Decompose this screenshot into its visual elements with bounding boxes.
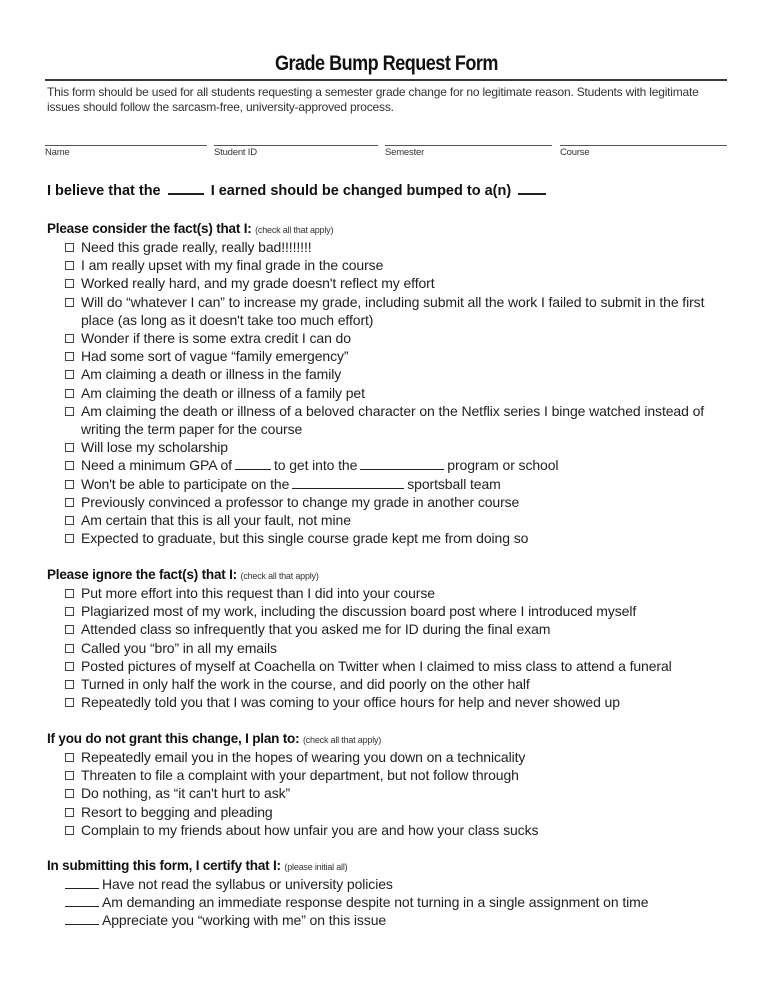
item-text: Do nothing, as “it can't hurt to ask” [81, 785, 291, 802]
plan-section-heading [47, 731, 381, 746]
certify-note: (please initial all) [284, 862, 348, 872]
form-title: Grade Bump Request Form [274, 52, 498, 75]
checkbox-icon[interactable] [65, 808, 74, 817]
checkbox-icon[interactable] [65, 461, 74, 470]
item-text: Am claiming the death or illness of a beloved character on the Netflix series I binge watched instead of writing the term paper for the course [81, 402, 705, 438]
checkbox-icon[interactable] [65, 298, 74, 307]
checkbox-icon[interactable] [65, 698, 74, 707]
item-text: Complain to my friends about how unfair you are and how your class sucks [81, 821, 539, 838]
item-text: Need a minimum GPA of [81, 457, 232, 474]
item-text: Have not read the syllabus or university policies [102, 876, 393, 892]
checkbox-icon[interactable] [65, 279, 74, 288]
name-field[interactable] [45, 145, 207, 162]
form-intro: This form should be used for all students requesting a semester grade change for no legitimate reason. Students with legitimate issues should follow the sarcasm-free, university-approved process. [47, 85, 699, 114]
list-item [63, 347, 723, 365]
item-text: to get into the [273, 457, 358, 474]
list-item [63, 620, 723, 638]
list-item [63, 293, 723, 329]
list-item [63, 384, 723, 402]
list-item [63, 329, 723, 347]
title-divider [45, 79, 727, 81]
checkbox-icon[interactable] [65, 334, 74, 343]
checkbox-icon[interactable] [65, 826, 74, 835]
checkbox-icon[interactable] [65, 625, 74, 634]
ignore-heading-text: Please ignore the fact(s) that I: [47, 567, 237, 582]
checkbox-icon[interactable] [65, 662, 74, 671]
semester-label: Semester [385, 147, 425, 158]
item-text: program or school [447, 457, 559, 474]
list-item [63, 438, 723, 456]
certify-heading-text: In submitting this form, I certify that I: [47, 858, 281, 873]
item-text: Won't be able to participate on the [81, 475, 290, 492]
list-item [63, 365, 723, 383]
semester-field[interactable] [385, 145, 552, 162]
item-text: Plagiarized most of my work, including the discussion board post where I introduced myself [81, 603, 637, 620]
team-blank[interactable] [292, 487, 404, 489]
current-grade-blank[interactable] [168, 192, 204, 195]
item-text: Am certain that this is all your fault, not mine [81, 512, 351, 529]
course-label: Course [560, 147, 590, 158]
item-text: Posted pictures of myself at Coachella on Twitter when I claimed to miss class to attend a funeral [81, 657, 672, 674]
item-text: Am claiming the death or illness of a family pet [81, 384, 365, 401]
student-id-field[interactable] [214, 145, 378, 162]
name-label: Name [45, 147, 70, 158]
list-item [63, 274, 723, 292]
ignore-note: (check all that apply) [240, 571, 319, 581]
item-text: sportsball team [407, 475, 501, 492]
list-item [63, 784, 723, 802]
item-text: Threaten to file a complaint with your department, but not follow through [81, 767, 519, 784]
initial-blank[interactable] [65, 905, 99, 907]
certify-section-heading [47, 858, 347, 873]
item-text: Repeatedly email you in the hopes of wearing you down on a technicality [81, 749, 526, 765]
ignore-list [63, 584, 723, 711]
plan-heading-text: If you do not grant this change, I plan to: [47, 731, 300, 746]
item-text: Wonder if there is some extra credit I can do [81, 330, 351, 347]
requested-grade-blank[interactable] [518, 192, 546, 195]
checkbox-icon[interactable] [65, 498, 74, 507]
list-item [63, 803, 723, 821]
grade-request-statement [47, 183, 549, 199]
checkbox-icon[interactable] [65, 644, 74, 653]
list-item [63, 675, 723, 693]
checkbox-icon[interactable] [65, 389, 74, 398]
item-text: Will do “whatever I can” to increase my grade, including submit all the work I failed to submit in the first place (as long as it doesn't take too much effort) [81, 293, 705, 328]
list-item [63, 693, 723, 711]
item-text: Resort to begging and pleading [81, 803, 273, 820]
list-item [65, 911, 725, 929]
checkbox-icon[interactable] [65, 407, 74, 416]
checkbox-icon[interactable] [65, 370, 74, 379]
item-text: Will lose my scholarship [81, 439, 228, 456]
consider-list [63, 238, 723, 547]
list-item [63, 584, 723, 602]
item-text: Expected to graduate, but this single course grade kept me from doing so [81, 530, 529, 547]
item-text: Had some sort of vague “family emergency” [81, 348, 349, 365]
student-id-label: Student ID [214, 147, 257, 158]
checkbox-icon[interactable] [65, 243, 74, 252]
list-item [63, 657, 723, 675]
checkbox-icon[interactable] [65, 789, 74, 798]
list-item [63, 511, 723, 529]
list-item [63, 493, 723, 511]
initial-blank[interactable] [65, 887, 99, 889]
list-item [63, 529, 723, 547]
list-item [65, 893, 725, 911]
statement-part-2: I earned should be changed bumped to a(n) [210, 183, 512, 199]
list-item [63, 475, 723, 493]
item-text: Appreciate you “working with me” on this issue [102, 912, 387, 929]
gpa-blank[interactable] [235, 468, 271, 470]
consider-heading-text: Please consider the fact(s) that I: [47, 221, 252, 236]
certify-list [65, 875, 725, 930]
statement-part-1: I believe that the [47, 183, 161, 199]
item-text: Previously convinced a professor to change my grade in another course [81, 493, 520, 510]
plan-list [63, 748, 723, 839]
checkbox-icon[interactable] [65, 352, 74, 361]
list-item [63, 456, 723, 474]
list-item [63, 766, 723, 784]
initial-blank[interactable] [65, 923, 99, 925]
checkbox-icon[interactable] [65, 680, 74, 689]
item-text: Put more effort into this request than I did into your course [81, 585, 435, 601]
item-text: Attended class so infrequently that you asked me for ID during the final exam [81, 621, 551, 638]
consider-section-heading [47, 221, 333, 236]
list-item [63, 402, 723, 438]
item-text: Turned in only half the work in the course, and did poorly on the other half [81, 676, 530, 693]
list-item [65, 875, 725, 893]
list-item [63, 238, 723, 256]
list-item [63, 748, 723, 766]
item-text: I am really upset with my final grade in the course [81, 257, 384, 274]
consider-note: (check all that apply) [255, 225, 334, 235]
item-text: Am demanding an immediate response despite not turning in a single assignment on time [102, 894, 649, 911]
ignore-section-heading [47, 567, 319, 582]
checkbox-icon[interactable] [65, 516, 74, 525]
list-item [63, 639, 723, 657]
item-text: Am claiming a death or illness in the family [81, 366, 342, 383]
item-text: Need this grade really, really bad!!!!!!!! [81, 239, 312, 255]
item-text: Worked really hard, and my grade doesn't reflect my effort [81, 275, 435, 292]
item-text: Called you “bro” in all my emails [81, 639, 277, 656]
list-item [63, 821, 723, 839]
checkbox-icon[interactable] [65, 534, 74, 543]
checkbox-icon[interactable] [65, 607, 74, 616]
checkbox-icon[interactable] [65, 589, 74, 598]
student-info-fields [45, 145, 727, 165]
checkbox-icon[interactable] [65, 443, 74, 452]
program-blank[interactable] [360, 468, 444, 470]
checkbox-icon[interactable] [65, 261, 74, 270]
checkbox-icon[interactable] [65, 753, 74, 762]
checkbox-icon[interactable] [65, 771, 74, 780]
list-item [63, 602, 723, 620]
plan-note: (check all that apply) [302, 735, 382, 745]
item-text: Repeatedly told you that I was coming to your office hours for help and never showed up [81, 694, 620, 711]
course-field[interactable] [560, 145, 727, 162]
list-item [63, 256, 723, 274]
checkbox-icon[interactable] [65, 480, 74, 489]
